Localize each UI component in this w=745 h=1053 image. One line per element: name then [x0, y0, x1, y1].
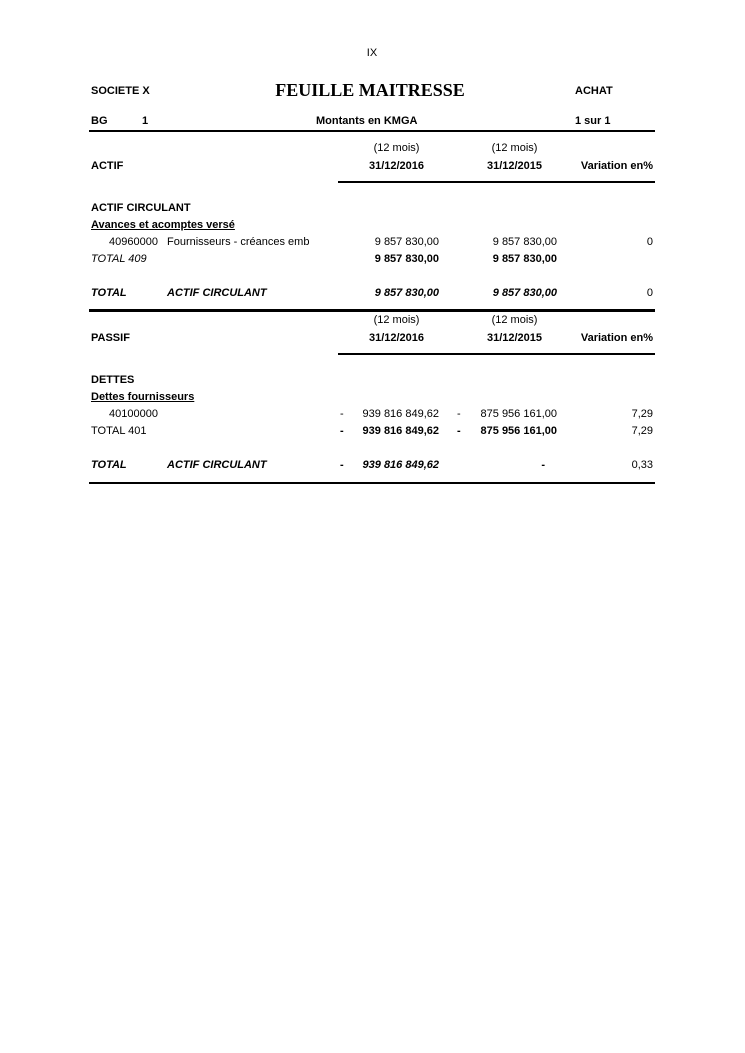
actif-col2-date: 31/12/2015	[486, 160, 543, 172]
total-2015: -	[541, 459, 545, 471]
total-2015: 9 857 830,00	[492, 287, 557, 299]
subtotal-2016: 9 857 830,00	[374, 253, 439, 265]
page-of: 1 sur 1	[575, 115, 611, 127]
page-number: IX	[366, 47, 378, 59]
variation-value: 0	[646, 236, 653, 248]
actif-col2-period: (12 mois)	[491, 142, 538, 154]
total-2016: 9 857 830,00	[374, 287, 439, 299]
passif-group-label: DETTES	[91, 374, 135, 386]
value-2015: 875 956 161,00	[480, 408, 557, 420]
total-label: TOTAL	[91, 287, 127, 299]
subtotal-2016: 939 816 849,62	[362, 425, 439, 437]
passif-col1-date: 31/12/2016	[368, 332, 425, 344]
value-2016: 939 816 849,62	[362, 408, 439, 420]
subtotal-2015: 875 956 161,00	[480, 425, 557, 437]
passif-section-label: PASSIF	[91, 332, 130, 344]
passif-variation-header: Variation en%	[580, 332, 653, 344]
account-label: Fournisseurs - créances emb	[167, 236, 310, 248]
amount-unit: Montants en KMGA	[316, 115, 418, 127]
passif-col2-date: 31/12/2015	[486, 332, 543, 344]
section-divider	[89, 309, 655, 312]
total-sign-2016: -	[340, 459, 344, 471]
document-title: FEUILLE MAITRESSE	[275, 80, 465, 100]
total-variation: 0,33	[631, 459, 653, 471]
subtotal-label: TOTAL 409	[91, 253, 147, 265]
passif-header-rule	[338, 353, 655, 355]
passif-col1-period: (12 mois)	[373, 314, 420, 326]
sign-2016: -	[340, 408, 344, 420]
total-variation: 0	[646, 287, 653, 299]
total-category: ACTIF CIRCULANT	[167, 459, 267, 471]
actif-col1-date: 31/12/2016	[368, 160, 425, 172]
value-2016: 9 857 830,00	[374, 236, 439, 248]
actif-subgroup-label: Avances et acomptes versé	[91, 219, 235, 231]
subtotal-sign-2016: -	[340, 425, 344, 437]
passif-col2-period: (12 mois)	[491, 314, 538, 326]
header-rule	[89, 130, 655, 132]
passif-subgroup-label: Dettes fournisseurs	[91, 391, 195, 403]
subtotal-2015: 9 857 830,00	[492, 253, 557, 265]
account-number: 40960000	[109, 236, 158, 248]
sign-2015: -	[457, 408, 461, 420]
variation-value: 7,29	[631, 408, 653, 420]
actif-group-label: ACTIF CIRCULANT	[91, 202, 191, 214]
bg-value: 1	[142, 115, 149, 127]
total-label: TOTAL	[91, 459, 127, 471]
actif-header-rule	[338, 181, 655, 183]
subtotal-label: TOTAL 401	[91, 425, 147, 437]
subtotal-sign-2015: -	[457, 425, 461, 437]
actif-section-label: ACTIF	[91, 160, 124, 172]
cycle-label: ACHAT	[575, 85, 613, 97]
total-2016: 939 816 849,62	[362, 459, 439, 471]
account-number: 40100000	[109, 408, 158, 420]
bg-label: BG	[91, 115, 108, 127]
company-name: SOCIETE X	[91, 85, 150, 97]
total-category: ACTIF CIRCULANT	[167, 287, 267, 299]
actif-variation-header: Variation en%	[580, 160, 653, 172]
subtotal-variation: 7,29	[631, 425, 653, 437]
actif-col1-period: (12 mois)	[373, 142, 420, 154]
bottom-rule	[89, 482, 655, 484]
value-2015: 9 857 830,00	[492, 236, 557, 248]
